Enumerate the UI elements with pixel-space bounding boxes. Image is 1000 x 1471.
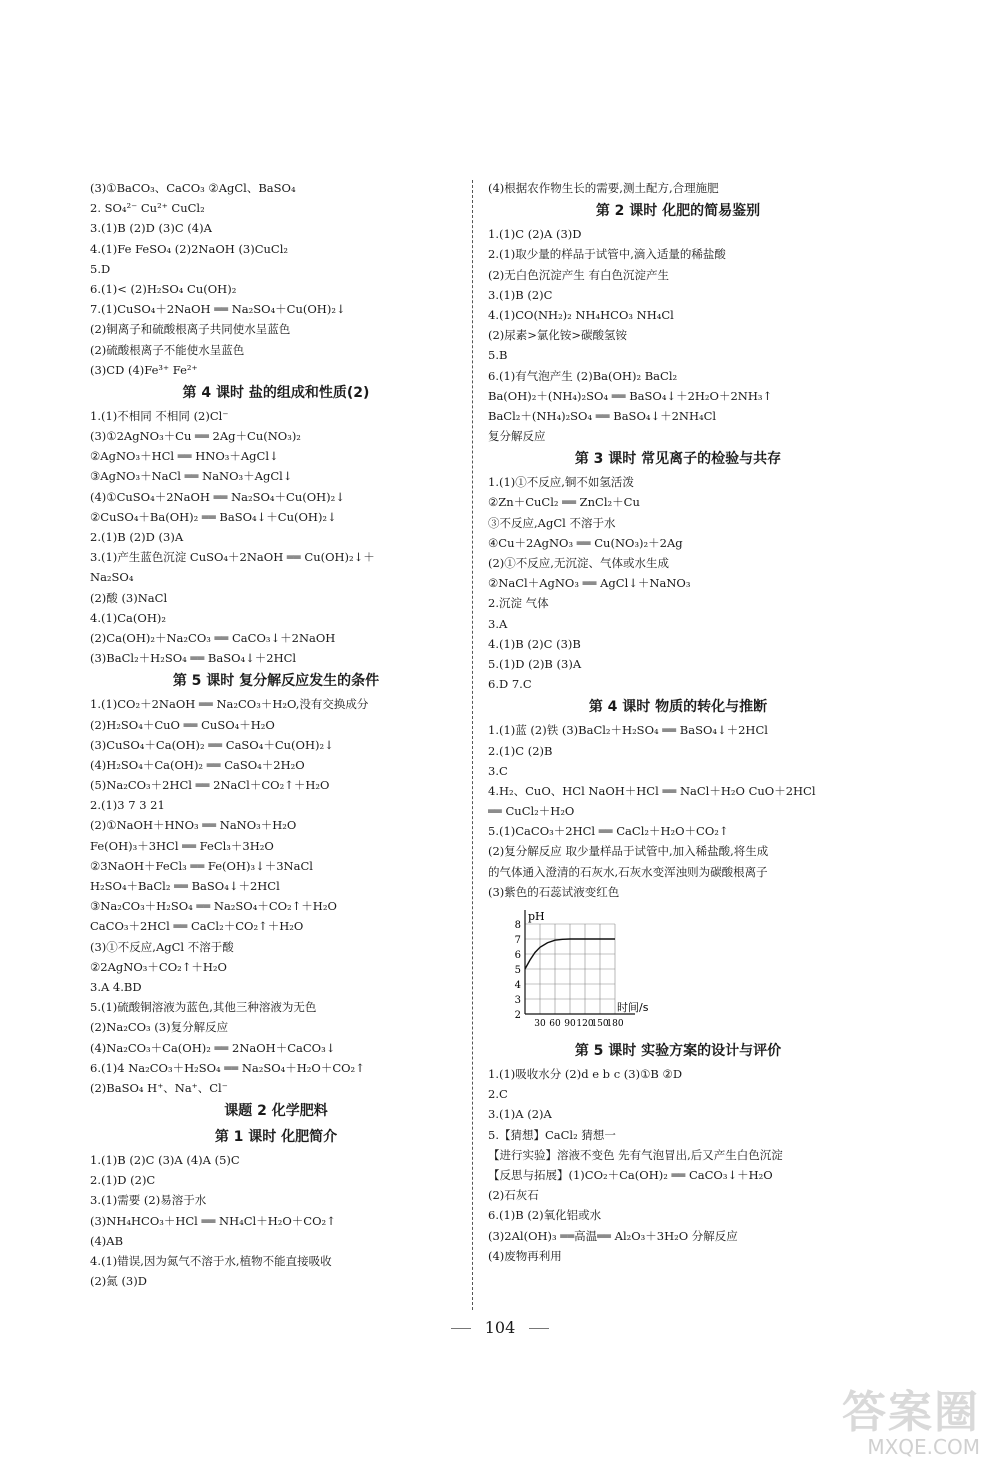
answer-line: Fe(OH)₃＋3HCl ══ FeCl₃＋3H₂O <box>90 838 274 853</box>
answer-line: (3)BaCl₂＋H₂SO₄ ══ BaSO₄↓＋2HCl <box>90 651 297 666</box>
answer-line: 2.(1)3 7 3 21 <box>90 798 165 813</box>
answer-line: ②2AgNO₃＋CO₂↑＋H₂O <box>90 959 227 974</box>
answer-line: ④Cu＋2AgNO₃ ══ Cu(NO₃)₂＋2Ag <box>488 535 683 550</box>
answer-line: (2)氮 (3)D <box>90 1274 147 1289</box>
answer-line: ③Na₂CO₃＋H₂SO₄ ══ Na₂SO₄＋CO₂↑＋H₂O <box>90 899 337 914</box>
answer-line: 3.(1)需要 (2)易溶于水 <box>90 1193 207 1208</box>
y-tick-label: 4 <box>514 980 521 991</box>
x-axis-label: 时间/s <box>617 1001 649 1014</box>
answer-line: 6.(1)B (2)氧化铝或水 <box>488 1208 602 1223</box>
answer-line: 7.(1)CuSO₄＋2NaOH ══ Na₂SO₄＋Cu(OH)₂↓ <box>90 302 346 317</box>
answer-line: 6.D 7.C <box>488 677 532 692</box>
answer-line: 5.【猜想】CaCl₂ 猜想一 <box>488 1127 616 1142</box>
answer-line: 1.(1)C (2)A (3)D <box>488 227 582 242</box>
answer-line: 2. SO₄²⁻ Cu²⁺ CuCl₂ <box>90 201 205 216</box>
answer-line: 的气体通入澄清的石灰水,石灰水变浑浊则为碳酸根离子 <box>488 864 768 879</box>
answer-line: (2)BaSO₄ H⁺、Na⁺、Cl⁻ <box>90 1080 228 1095</box>
right-column <box>488 178 868 1266</box>
answer-line: (3)紫色的石蕊试液变红色 <box>488 884 620 899</box>
answer-line: ②3NaOH＋FeCl₃ ══ Fe(OH)₃↓＋3NaCl <box>90 858 313 873</box>
answer-line: (2)复分解反应 取少量样品于试管中,加入稀盐酸,将生成 <box>488 844 769 859</box>
answer-line: 1.(1)①不反应,铜不如氢活泼 <box>488 475 634 490</box>
answer-line: ②CuSO₄＋Ba(OH)₂ ══ BaSO₄↓＋Cu(OH)₂↓ <box>90 509 337 524</box>
answer-line: 4.H₂、CuO、HCl NaOH＋HCl ══ NaCl＋H₂O CuO＋2HCl <box>488 783 816 798</box>
answer-line: 4.(1)Fe FeSO₄ (2)2NaOH (3)CuCl₂ <box>90 241 289 256</box>
answer-line: ══ CuCl₂＋H₂O <box>488 804 575 819</box>
answer-line: 4.(1)Ca(OH)₂ <box>90 610 166 625</box>
answer-line: 3.(1)产生蓝色沉淀 CuSO₄＋2NaOH ══ Cu(OH)₂↓＋ <box>90 550 375 565</box>
answer-line: (2)酸 (3)NaCl <box>90 590 168 605</box>
answer-line: Ba(OH)₂＋(NH₄)₂SO₄ ══ BaSO₄↓＋2H₂O＋2NH₃↑ <box>488 388 773 403</box>
answer-line: (4)废物再利用 <box>488 1248 562 1263</box>
answer-line: 6.(1)4 Na₂CO₃＋H₂SO₄ ══ Na₂SO₄＋H₂O＋CO₂↑ <box>90 1060 365 1075</box>
answer-line: 5.D <box>90 261 111 276</box>
x-tick-label: 60 <box>549 1019 561 1029</box>
answer-line: 【反思与拓展】(1)CO₂＋Ca(OH)₂ ══ CaCO₃↓＋H₂O <box>488 1167 773 1182</box>
answer-line: (2)H₂SO₄＋CuO ══ CuSO₄＋H₂O <box>90 717 275 732</box>
section-heading: 第 5 课时 复分解反应发生的条件 <box>172 673 380 690</box>
answer-line: 4.(1)CO(NH₂)₂ NH₄HCO₃ NH₄Cl <box>488 307 674 322</box>
right-column-bottom <box>488 1038 868 1266</box>
answer-line: Na₂SO₄ <box>90 570 134 585</box>
answer-line: 5.(1)D (2)B (3)A <box>488 656 582 671</box>
answer-line: (2)尿素>氯化铵>碳酸氢铵 <box>488 328 628 343</box>
answer-line: 复分解反应 <box>488 429 546 444</box>
answer-line: (4)①CuSO₄＋2NaOH ══ Na₂SO₄＋Cu(OH)₂↓ <box>90 489 345 504</box>
page-number-dash-left <box>451 1328 471 1329</box>
answer-line: (3)2Al(OH)₃ ══高温══ Al₂O₃＋3H₂O 分解反应 <box>488 1228 738 1243</box>
answer-line: (2)Na₂CO₃ (3)复分解反应 <box>90 1020 229 1035</box>
answer-line: 5.(1)硫酸铜溶液为蓝色,其他三种溶液为无色 <box>90 1000 317 1015</box>
watermark-logo-text: 答案圈 <box>842 1387 980 1438</box>
answer-line: 2.(1)B (2)D (3)A <box>90 530 184 544</box>
answer-line: 2.沉淀 气体 <box>488 596 549 611</box>
answer-line: (4)根据农作物生长的需要,测土配方,合理施肥 <box>488 181 719 195</box>
answer-line: (3)CD (4)Fe³⁺ Fe²⁺ <box>90 362 198 377</box>
y-axis-label: pH <box>528 910 545 923</box>
answer-line: ②AgNO₃＋HCl ══ HNO₃＋AgCl↓ <box>90 449 279 464</box>
y-tick-label: 3 <box>514 995 521 1006</box>
answer-line: 3.A <box>488 616 508 631</box>
answer-line: 4.(1)B (2)C (3)B <box>488 636 581 651</box>
answer-line: (2)无白色沉淀产生 有白色沉淀产生 <box>488 267 669 282</box>
section-heading: 课题 2 化学肥料 <box>224 1103 328 1120</box>
watermark <box>810 1387 980 1461</box>
answer-line: 1.(1)蓝 (2)铁 (3)BaCl₂＋H₂SO₄ ══ BaSO₄↓＋2HCl <box>488 723 768 738</box>
answer-line: 1.(1)不相同 不相同 (2)Cl⁻ <box>90 408 229 423</box>
answer-line: 3.(1)B (2)C <box>488 287 553 302</box>
answer-line: (2)①不反应,无沉淀、气体或水生成 <box>488 556 669 570</box>
page-number-dash-right <box>529 1328 549 1329</box>
x-tick-label: 30 <box>534 1019 546 1029</box>
answer-line: 3.(1)A (2)A <box>488 1107 552 1122</box>
answer-line: (4)AB <box>90 1233 124 1248</box>
answer-line: BaCl₂＋(NH₄)₂SO₄ ══ BaSO₄↓＋2NH₄Cl <box>488 408 717 423</box>
answer-line: 2.(1)C (2)B <box>488 743 553 758</box>
answer-line: (2)铜离子和硫酸根离子共同使水呈蓝色 <box>90 322 291 337</box>
answer-line: (4)Na₂CO₃＋Ca(OH)₂ ══ 2NaOH＋CaCO₃↓ <box>90 1040 336 1055</box>
x-tick-label: 90 <box>564 1019 576 1029</box>
answer-line: 3.(1)B (2)D (3)C (4)A <box>90 221 212 236</box>
answer-line: ②Zn＋CuCl₂ ══ ZnCl₂＋Cu <box>488 495 640 510</box>
section-heading: 第 1 课时 化肥简介 <box>214 1129 338 1146</box>
answer-line: 1.(1)CO₂＋2NaOH ══ Na₂CO₃＋H₂O,没有交换成分 <box>90 697 369 712</box>
answer-line: (5)Na₂CO₃＋2HCl ══ 2NaCl＋CO₂↑＋H₂O <box>90 778 330 793</box>
answer-line: 5.(1)CaCO₃＋2HCl ══ CaCl₂＋H₂O＋CO₂↑ <box>488 824 729 839</box>
left-column <box>90 178 462 1291</box>
answer-line: (3)①BaCO₃、CaCO₃ ②AgCl、BaSO₄ <box>90 181 296 195</box>
answer-line: (2)硫酸根离子不能使水呈蓝色 <box>90 342 245 357</box>
section-heading: 第 5 课时 实验方案的设计与评价 <box>574 1043 782 1059</box>
watermark-url: MXQE.COM <box>867 1435 980 1459</box>
answer-line: 1.(1)B (2)C (3)A (4)A (5)C <box>90 1153 240 1168</box>
section-heading: 第 4 课时 盐的组成和性质(2) <box>182 384 370 401</box>
answer-line: (4)H₂SO₄＋Ca(OH)₂ ══ CaSO₄＋2H₂O <box>90 757 305 772</box>
answer-line: (3)①2AgNO₃＋Cu ══ 2Ag＋Cu(NO₃)₂ <box>90 429 301 444</box>
answer-line: (2)①NaOH＋HNO₃ ══ NaNO₃＋H₂O <box>90 818 297 833</box>
answer-line: (3)CuSO₄＋Ca(OH)₂ ══ CaSO₄＋Cu(OH)₂↓ <box>90 737 334 752</box>
section-heading: 第 3 课时 常见离子的检验与共存 <box>574 451 782 468</box>
answer-line: CaCO₃＋2HCl ══ CaCl₂＋CO₂↑＋H₂O <box>90 919 304 934</box>
answer-line: 5.B <box>488 348 508 363</box>
x-tick-label: 180 <box>606 1019 624 1029</box>
answer-line: ③AgNO₃＋NaCl ══ NaNO₃＋AgCl↓ <box>90 469 293 484</box>
page-number-text: 104 <box>484 1318 516 1337</box>
answer-line: H₂SO₄＋BaCl₂ ══ BaSO₄↓＋2HCl <box>90 879 280 893</box>
y-tick-label: 8 <box>514 920 521 931</box>
answer-line: 【进行实验】溶液不变色 先有气泡冒出,后又产生白色沉淀 <box>488 1147 783 1162</box>
answer-line: ②NaCl＋AgNO₃ ══ AgCl↓＋NaNO₃ <box>488 576 691 591</box>
answer-line: 4.(1)错误,因为氮气不溶于水,植物不能直接吸收 <box>90 1254 332 1268</box>
answer-line: 2.(1)D (2)C <box>90 1173 156 1188</box>
answer-line: (3)①不反应,AgCl 不溶于酸 <box>90 939 234 954</box>
y-tick-label: 6 <box>514 950 521 961</box>
x-tick-label: 120 <box>576 1019 594 1029</box>
answer-line: (2)Ca(OH)₂＋Na₂CO₃ ══ CaCO₃↓＋2NaOH <box>90 630 336 645</box>
column-divider <box>472 180 473 1310</box>
answer-line: 3.C <box>488 763 508 778</box>
y-tick-label: 5 <box>514 965 521 976</box>
answer-line: 2.(1)取少量的样品于试管中,滴入适量的稀盐酸 <box>488 247 726 262</box>
right-column-top <box>488 178 868 902</box>
ph-chart <box>500 906 700 1036</box>
x-tick-label: 150 <box>591 1019 609 1029</box>
section-heading: 第 4 课时 物质的转化与推断 <box>588 699 768 716</box>
y-tick-label: 2 <box>514 1010 521 1021</box>
answer-line: ③不反应,AgCl 不溶于水 <box>488 515 616 530</box>
section-heading: 第 2 课时 化肥的简易鉴别 <box>595 203 761 220</box>
answer-line: 3.A 4.BD <box>90 979 142 994</box>
answer-line: 2.C <box>488 1087 508 1102</box>
page-number <box>0 1318 1000 1337</box>
answer-line: 6.(1)< (2)H₂SO₄ Cu(OH)₂ <box>90 281 237 296</box>
answer-line: 6.(1)有气泡产生 (2)Ba(OH)₂ BaCl₂ <box>488 368 678 383</box>
answer-line: (3)NH₄HCO₃＋HCl ══ NH₄Cl＋H₂O＋CO₂↑ <box>90 1213 336 1228</box>
y-tick-label: 7 <box>514 935 521 946</box>
answer-line: (2)石灰石 <box>488 1188 539 1203</box>
answer-line: 1.(1)吸收水分 (2)d e b c (3)①B ②D <box>488 1067 683 1081</box>
